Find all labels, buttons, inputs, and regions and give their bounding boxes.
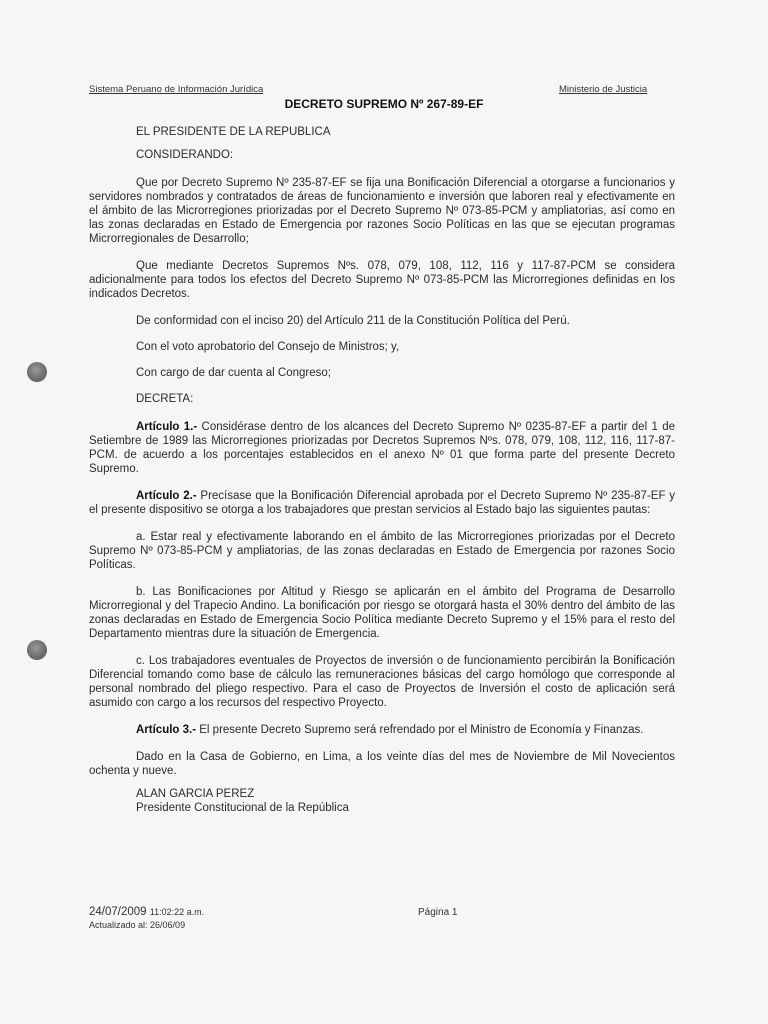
article-3 (89, 723, 675, 737)
header-ministry: Ministerio de Justicia (559, 84, 648, 95)
document-title: DECRETO SUPREMO Nº 267-89-EF (284, 97, 484, 111)
article-2-item-b: b. Las Bonificaciones por Altitud y Riesgo se aplicarán en el ámbito del Programa de Desarrollo Microrregional y del Trapecio Andino. La bonificación por riesgo se otorgará hasta el 30% dentro del ámbito de las zonas declaradas en Estado de Emergencia Socio Política mediante Decreto Supremo y el 15% para el resto del Departamento mientras dure la situación de Emergencia. (89, 586, 675, 640)
article-2-item-c: c. Los trabajadores eventuales de Proyectos de inversión o de funcionamiento percibirán la Bonificación Diferencial tomando como base de cálculo las remuneraciones básicas del cargo homólogo que corresponde al personal nombrado del pliego respectivo. Para el caso de Proyectos de Inversión el costo de aplicación será asumido con cargo a los recursos del respectivo Proyecto. (89, 655, 675, 709)
page-number: Página 1 (418, 907, 458, 918)
footer-updated: Actualizado al: 26/06/09 (89, 920, 186, 930)
paragraph-dado: Dado en la Casa de Gobierno, en Lima, a los veinte días del mes de Noviembre de Mil Novecientos ochenta y nueve. (89, 751, 675, 777)
heading-considerando: CONSIDERANDO: (136, 149, 234, 161)
heading-presidente: EL PRESIDENTE DE LA REPUBLICA (136, 126, 331, 138)
signature-name: ALAN GARCIA PEREZ (136, 788, 255, 800)
article-2-text: Precísase que la Bonificación Diferencial aprobada por el Decreto Supremo Nº 235-87-EF y el presente dispositivo se otorga a los trabajadores que prestan servicios al Estado bajo las siguientes pautas: (89, 490, 675, 516)
article-2 (89, 489, 675, 517)
signature-title: Presidente Constitucional de la República (136, 802, 349, 814)
footer-timestamp (89, 906, 204, 918)
paragraph-conformidad: De conformidad con el inciso 20) del Artículo 211 de la Constitución Política del Perú. (136, 315, 570, 327)
article-3-text: El presente Decreto Supremo será refrendado por el Ministro de Economía y Finanzas. (196, 724, 644, 736)
article-1-text: Considérase dentro de los alcances del Decreto Supremo Nº 0235-87-EF a partir del 1 de Setiembre de 1989 las Microrregiones priorizadas por Decretos Supremos Nºs. 078, 079, 108, 112, 116, 117-87-PCM. de acuerdo a los porcentajes establecidos en el anexo Nº 01 que forma parte del presente Decreto Supremo. (89, 421, 676, 475)
punch-hole-top (27, 362, 47, 382)
footer-time: 11:02:22 a.m. (149, 907, 205, 917)
article-2-label: Artículo 2.- (136, 490, 197, 502)
paragraph-cargo: Con cargo de dar cuenta al Congreso; (136, 367, 331, 379)
paragraph-considerando-1: Que por Decreto Supremo Nº 235-87-EF se fija una Bonificación Diferencial a otorgarse a funcionarios y servidores nombrados y contratados de áreas de funcionamiento e inversión que laboren real y efectivamente en el ámbito de las Microrregiones priorizadas por el Decreto Supremo Nº 073-85-PCM y ampliatorias, así como en las zonas declaradas en Estado de Emergencia por razones Socio Políticas en las que se ejecutan programas Microrregionales de Desarrollo; (89, 177, 675, 245)
heading-decreta: DECRETA: (136, 393, 194, 405)
document-body (89, 118, 675, 815)
article-3-label: Artículo 3.- (136, 724, 197, 736)
paragraph-voto: Con el voto aprobatorio del Consejo de Ministros; y, (136, 341, 400, 353)
punch-hole-bottom (27, 640, 47, 660)
header-source: Sistema Peruano de Información Jurídica (89, 84, 264, 95)
article-1-label: Artículo 1.- (136, 421, 198, 433)
article-1 (89, 420, 675, 476)
paragraph-considerando-2: Que mediante Decretos Supremos Nºs. 078, 079, 108, 112, 116 y 117-87-PCM se considera adicionalmente para todos los efectos del Decreto Supremo Nº 073-85-PCM las Microrregiones definidas en los indicados Decretos. (89, 260, 675, 300)
footer-date: 24/07/2009 (89, 906, 147, 918)
signature-block (136, 787, 675, 815)
article-2-item-a: a. Estar real y efectivamente laborando en el ámbito de las Microrregiones priorizadas por el Decreto Supremo Nº 073-85-PCM y ampliatorias, de las zonas declaradas en Estado de Emergencia por razones Socio Políticas. (89, 531, 675, 571)
